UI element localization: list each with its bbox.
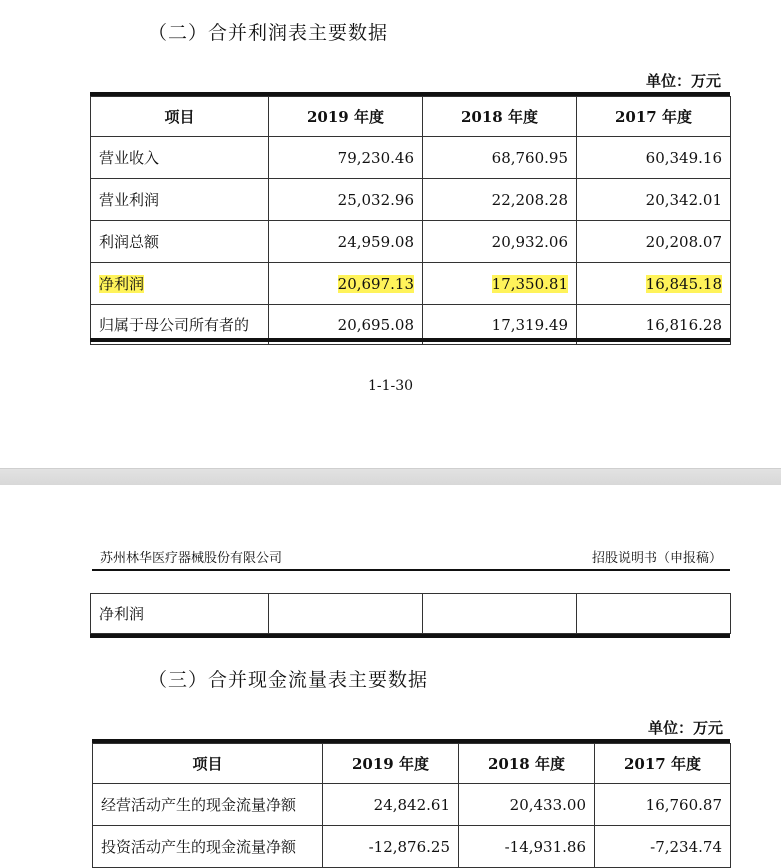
income-statement-table [90,96,731,345]
continued-table [90,593,731,634]
cell-2018: 68,760.95 [423,137,577,179]
header-2019: 2019 年度 [269,97,423,137]
cell-2017: 16,760.87 [595,784,731,826]
cell-2017: -7,234.74 [595,826,731,868]
row-label: 经营活动产生的现金流量净额 [93,784,323,826]
highlight-mark: 17,350.81 [491,274,568,293]
header-2018: 2018 年度 [423,97,577,137]
cell-2018: 17,319.49 [423,305,577,345]
running-header-document: 招股说明书（申报稿） [591,551,722,566]
cell-2018: 22,208.28 [423,179,577,221]
header-2019: 2019 年度 [323,744,459,784]
table-row [91,137,731,179]
cash-flow-title: （三）合并现金流量表主要数据 [148,669,429,691]
cell-2019: 20,695.08 [269,305,423,345]
row-label: 归属于母公司所有者的 [91,305,269,345]
cell-2019 [269,263,423,305]
cell-2017 [577,263,731,305]
cell-2019: -12,876.25 [323,826,459,868]
table-row [91,221,731,263]
row-label: 净利润 [91,594,269,634]
cash-flow-table [92,743,731,868]
cell-2018: 20,433.00 [459,784,595,826]
income-statement-title: （二）合并利润表主要数据 [148,22,389,44]
highlight-mark: 净利润 [99,275,145,293]
cell-2019: 24,842.61 [323,784,459,826]
table-row [91,594,731,634]
table-header-row [91,97,731,137]
row-label: 营业收入 [91,137,269,179]
cash-flow-unit: 单位：万元 [647,719,723,737]
highlight-mark: 20,697.13 [337,274,414,293]
header-2017: 2017 年度 [595,744,731,784]
cell-2017: 16,816.28 [577,305,731,345]
running-header-company: 苏州林华医疗器械股份有限公司 [100,551,283,566]
header-2017: 2017 年度 [577,97,731,137]
row-label: 营业利润 [91,179,269,221]
continued-table-bottom-rule [90,634,730,638]
table-bottom-rule [90,338,730,342]
cell-2017 [577,594,731,634]
cell-2017: 20,208.07 [577,221,731,263]
table-row [93,826,731,868]
highlight-mark: 16,845.18 [645,274,722,293]
cell-2019 [269,594,423,634]
page-number: 1-1-30 [367,378,414,394]
running-header-rule [92,569,730,571]
header-item: 项目 [91,97,269,137]
row-label: 利润总额 [91,221,269,263]
header-item: 项目 [93,744,323,784]
cell-2018: -14,931.86 [459,826,595,868]
page-bottom [0,485,781,866]
cell-2019: 25,032.96 [269,179,423,221]
cell-2019: 24,959.08 [269,221,423,263]
page-separator [0,468,781,486]
row-label [91,263,269,305]
table-row [91,179,731,221]
table-row [93,784,731,826]
cell-2018 [423,263,577,305]
header-2018: 2018 年度 [459,744,595,784]
table-row-highlighted [91,263,731,305]
income-statement-unit: 单位：万元 [645,72,721,90]
cell-2018: 20,932.06 [423,221,577,263]
cell-2017: 60,349.16 [577,137,731,179]
cell-2018 [423,594,577,634]
cell-2017: 20,342.01 [577,179,731,221]
table-header-row [93,744,731,784]
cell-2019: 79,230.46 [269,137,423,179]
row-label: 投资活动产生的现金流量净额 [93,826,323,868]
